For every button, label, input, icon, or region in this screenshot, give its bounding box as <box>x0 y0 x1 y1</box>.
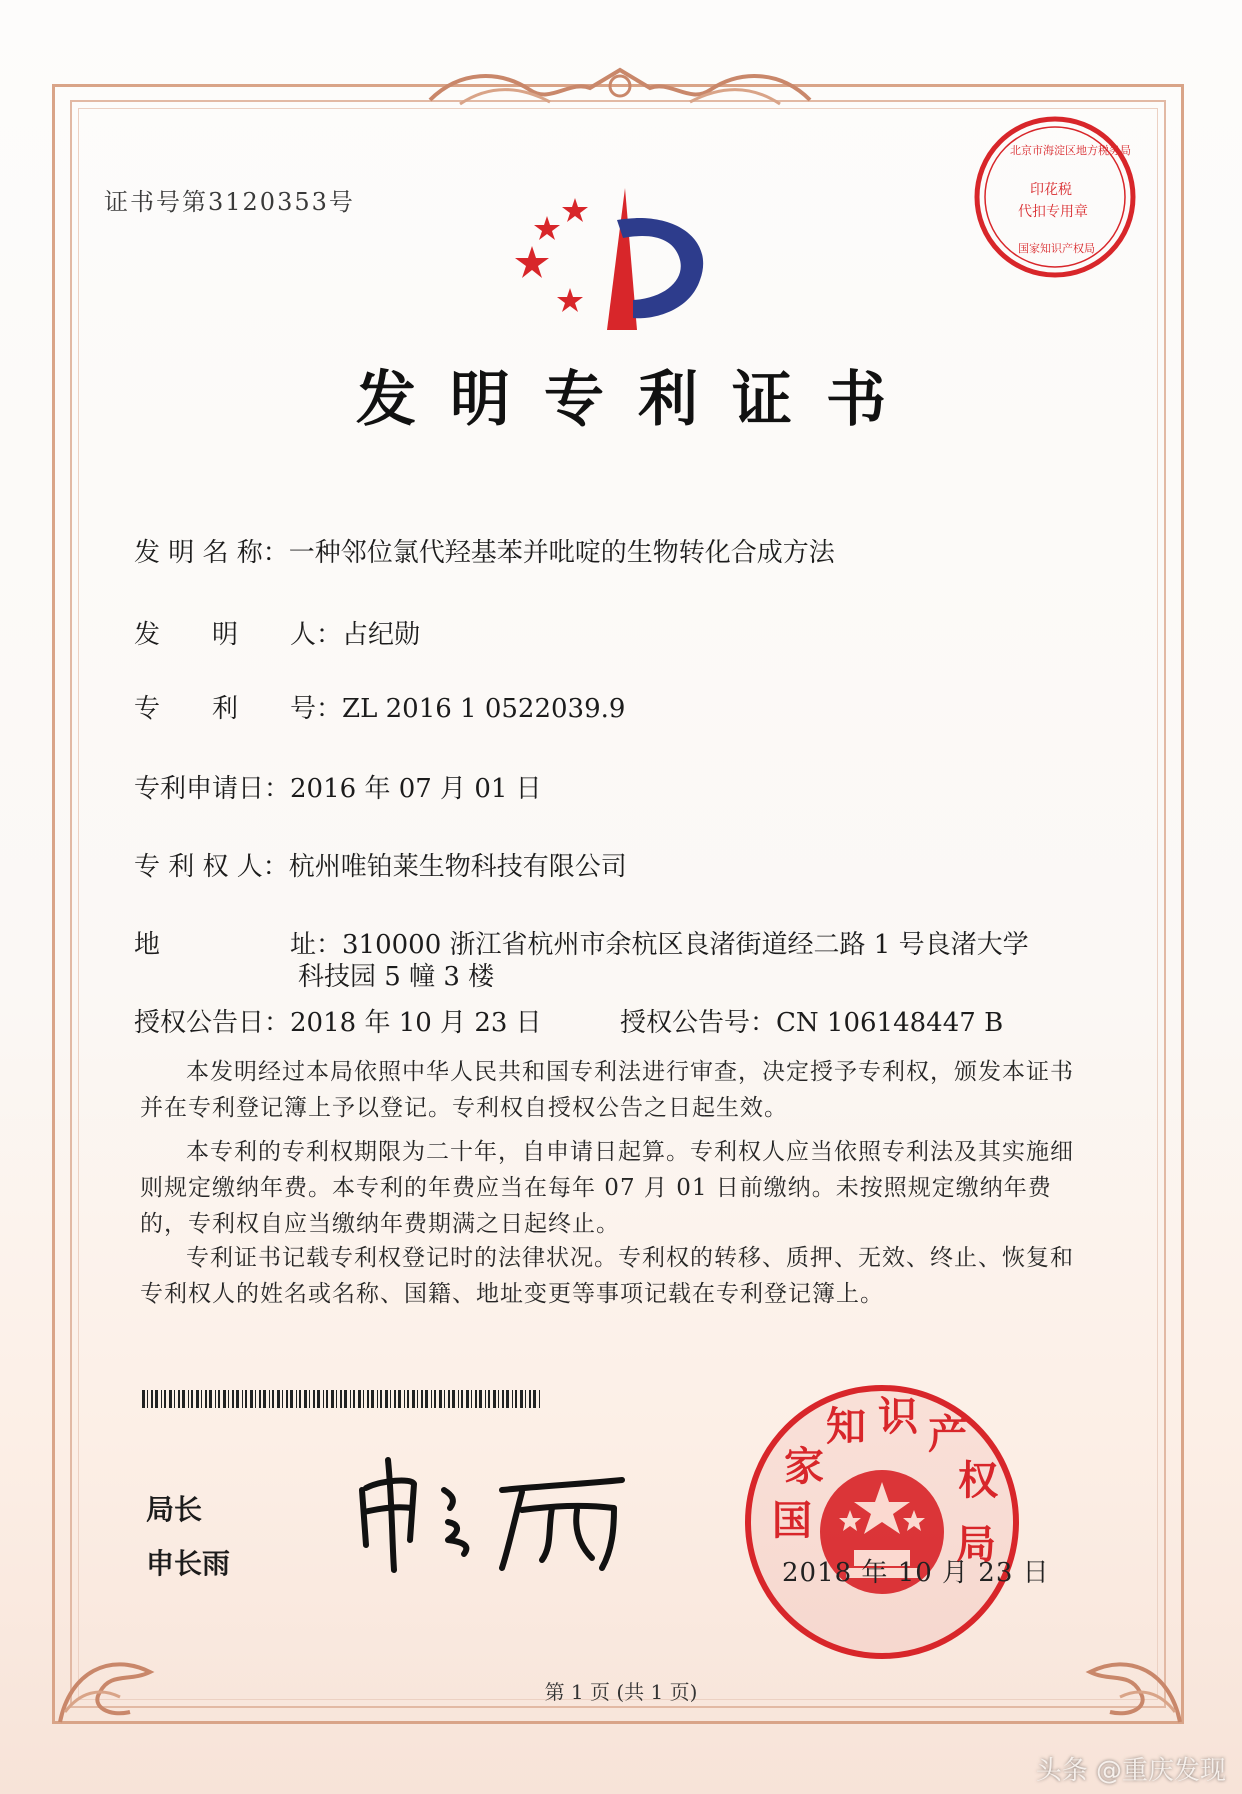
inventor-row <box>134 614 420 651</box>
application-date-row <box>134 768 542 805</box>
invention-name-value: 一种邻位氯代羟基苯并吡啶的生物转化合成方法 <box>288 538 835 568</box>
address-label: 地 址： <box>134 930 343 960</box>
patentee-value: 杭州唯铂莱生物科技有限公司 <box>288 852 627 882</box>
paragraph-2: 本专利的专利权期限为二十年，自申请日起算。专利权人应当依照专利法及其实施细则规定缴纳年费。本专利的年费应当在每年 07 月 01 日前缴纳。未按照规定缴纳年费的，专利权自应当缴纳年费期满之日起终止。 <box>140 1139 1074 1237</box>
grant-number-label: 授权公告号： <box>620 1008 777 1038</box>
paragraph-3: 专利证书记载专利权登记时的法律状况。专利权的转移、质押、无效、终止、恢复和专利权人的姓名或名称、国籍、地址变更等事项记载在专利登记簿上。 <box>140 1245 1074 1307</box>
patent-number-value: ZL 2016 1 0522039.9 <box>342 694 626 724</box>
svg-text:北京市海淀区地方税务局: 北京市海淀区地方税务局 <box>1010 144 1131 157</box>
svg-text:家: 家 <box>784 1444 824 1490</box>
director-name: 申长雨 <box>146 1547 231 1580</box>
svg-text:国家知识产权局: 国家知识产权局 <box>1018 242 1095 255</box>
sipo-official-seal-icon <box>742 1382 1022 1662</box>
tax-stamp-seal-icon <box>970 112 1140 282</box>
patent-number-label: 专 利 号： <box>134 694 343 724</box>
inventor-label: 发 明 人： <box>134 620 343 650</box>
address-row <box>134 924 1029 961</box>
corner-ornament-bottom-left-icon <box>50 1612 190 1732</box>
seal-date: 2018 年 10 月 23 日 <box>782 1558 1050 1588</box>
svg-text:局: 局 <box>956 1522 996 1568</box>
svg-text:产: 产 <box>928 1412 968 1458</box>
svg-text:印花税: 印花税 <box>1030 182 1072 198</box>
top-ornament-icon <box>420 60 820 116</box>
grant-number-value: CN 106148447 B <box>776 1008 1004 1038</box>
director-signature-icon <box>352 1450 642 1580</box>
svg-text:权: 权 <box>958 1458 998 1504</box>
inventor-value: 占纪勋 <box>342 620 421 650</box>
patent-office-emblem-icon <box>505 180 735 340</box>
grant-date-label: 授权公告日： <box>134 1008 291 1038</box>
patentee-label: 专 利 权 人： <box>134 852 289 882</box>
application-date-value: 2016 年 07 月 01 日 <box>290 774 542 804</box>
page-number: 第 1 页 (共 1 页) <box>544 1680 698 1704</box>
invention-name-row <box>134 532 835 569</box>
corner-ornament-bottom-right-icon <box>1050 1612 1190 1732</box>
source-watermark: 头条 @重庆发现 <box>1035 1756 1226 1786</box>
svg-text:代扣专用章: 代扣专用章 <box>1018 204 1088 220</box>
grant-number-row <box>620 1002 1003 1039</box>
invention-name-label: 发 明 名 称： <box>134 538 289 568</box>
certificate-title: 发明专利证书 <box>356 365 920 435</box>
certificate-number: 证书号第3120353号 <box>104 188 355 216</box>
grant-date-value: 2018 年 10 月 23 日 <box>290 1008 542 1038</box>
address-line-1: 310000 浙江省杭州市余杭区良渚街道经二路 1 号良渚大学 <box>342 930 1029 960</box>
address-line-2: 科技园 5 幢 3 楼 <box>298 962 495 992</box>
barcode-icon <box>142 1390 542 1408</box>
patentee-row <box>134 846 627 883</box>
paragraph-1: 本发明经过本局依照中华人民共和国专利法进行审查，决定授予专利权，颁发本证书并在专利登记簿上予以登记。专利权自授权公告之日起生效。 <box>140 1059 1074 1121</box>
grant-date-row <box>134 1002 542 1039</box>
patent-number-row <box>134 688 625 725</box>
director-title: 局长 <box>146 1493 203 1526</box>
svg-text:国: 国 <box>772 1498 812 1544</box>
application-date-label: 专利申请日： <box>134 774 291 804</box>
svg-text:知: 知 <box>826 1404 866 1450</box>
svg-text:识: 识 <box>878 1394 918 1440</box>
